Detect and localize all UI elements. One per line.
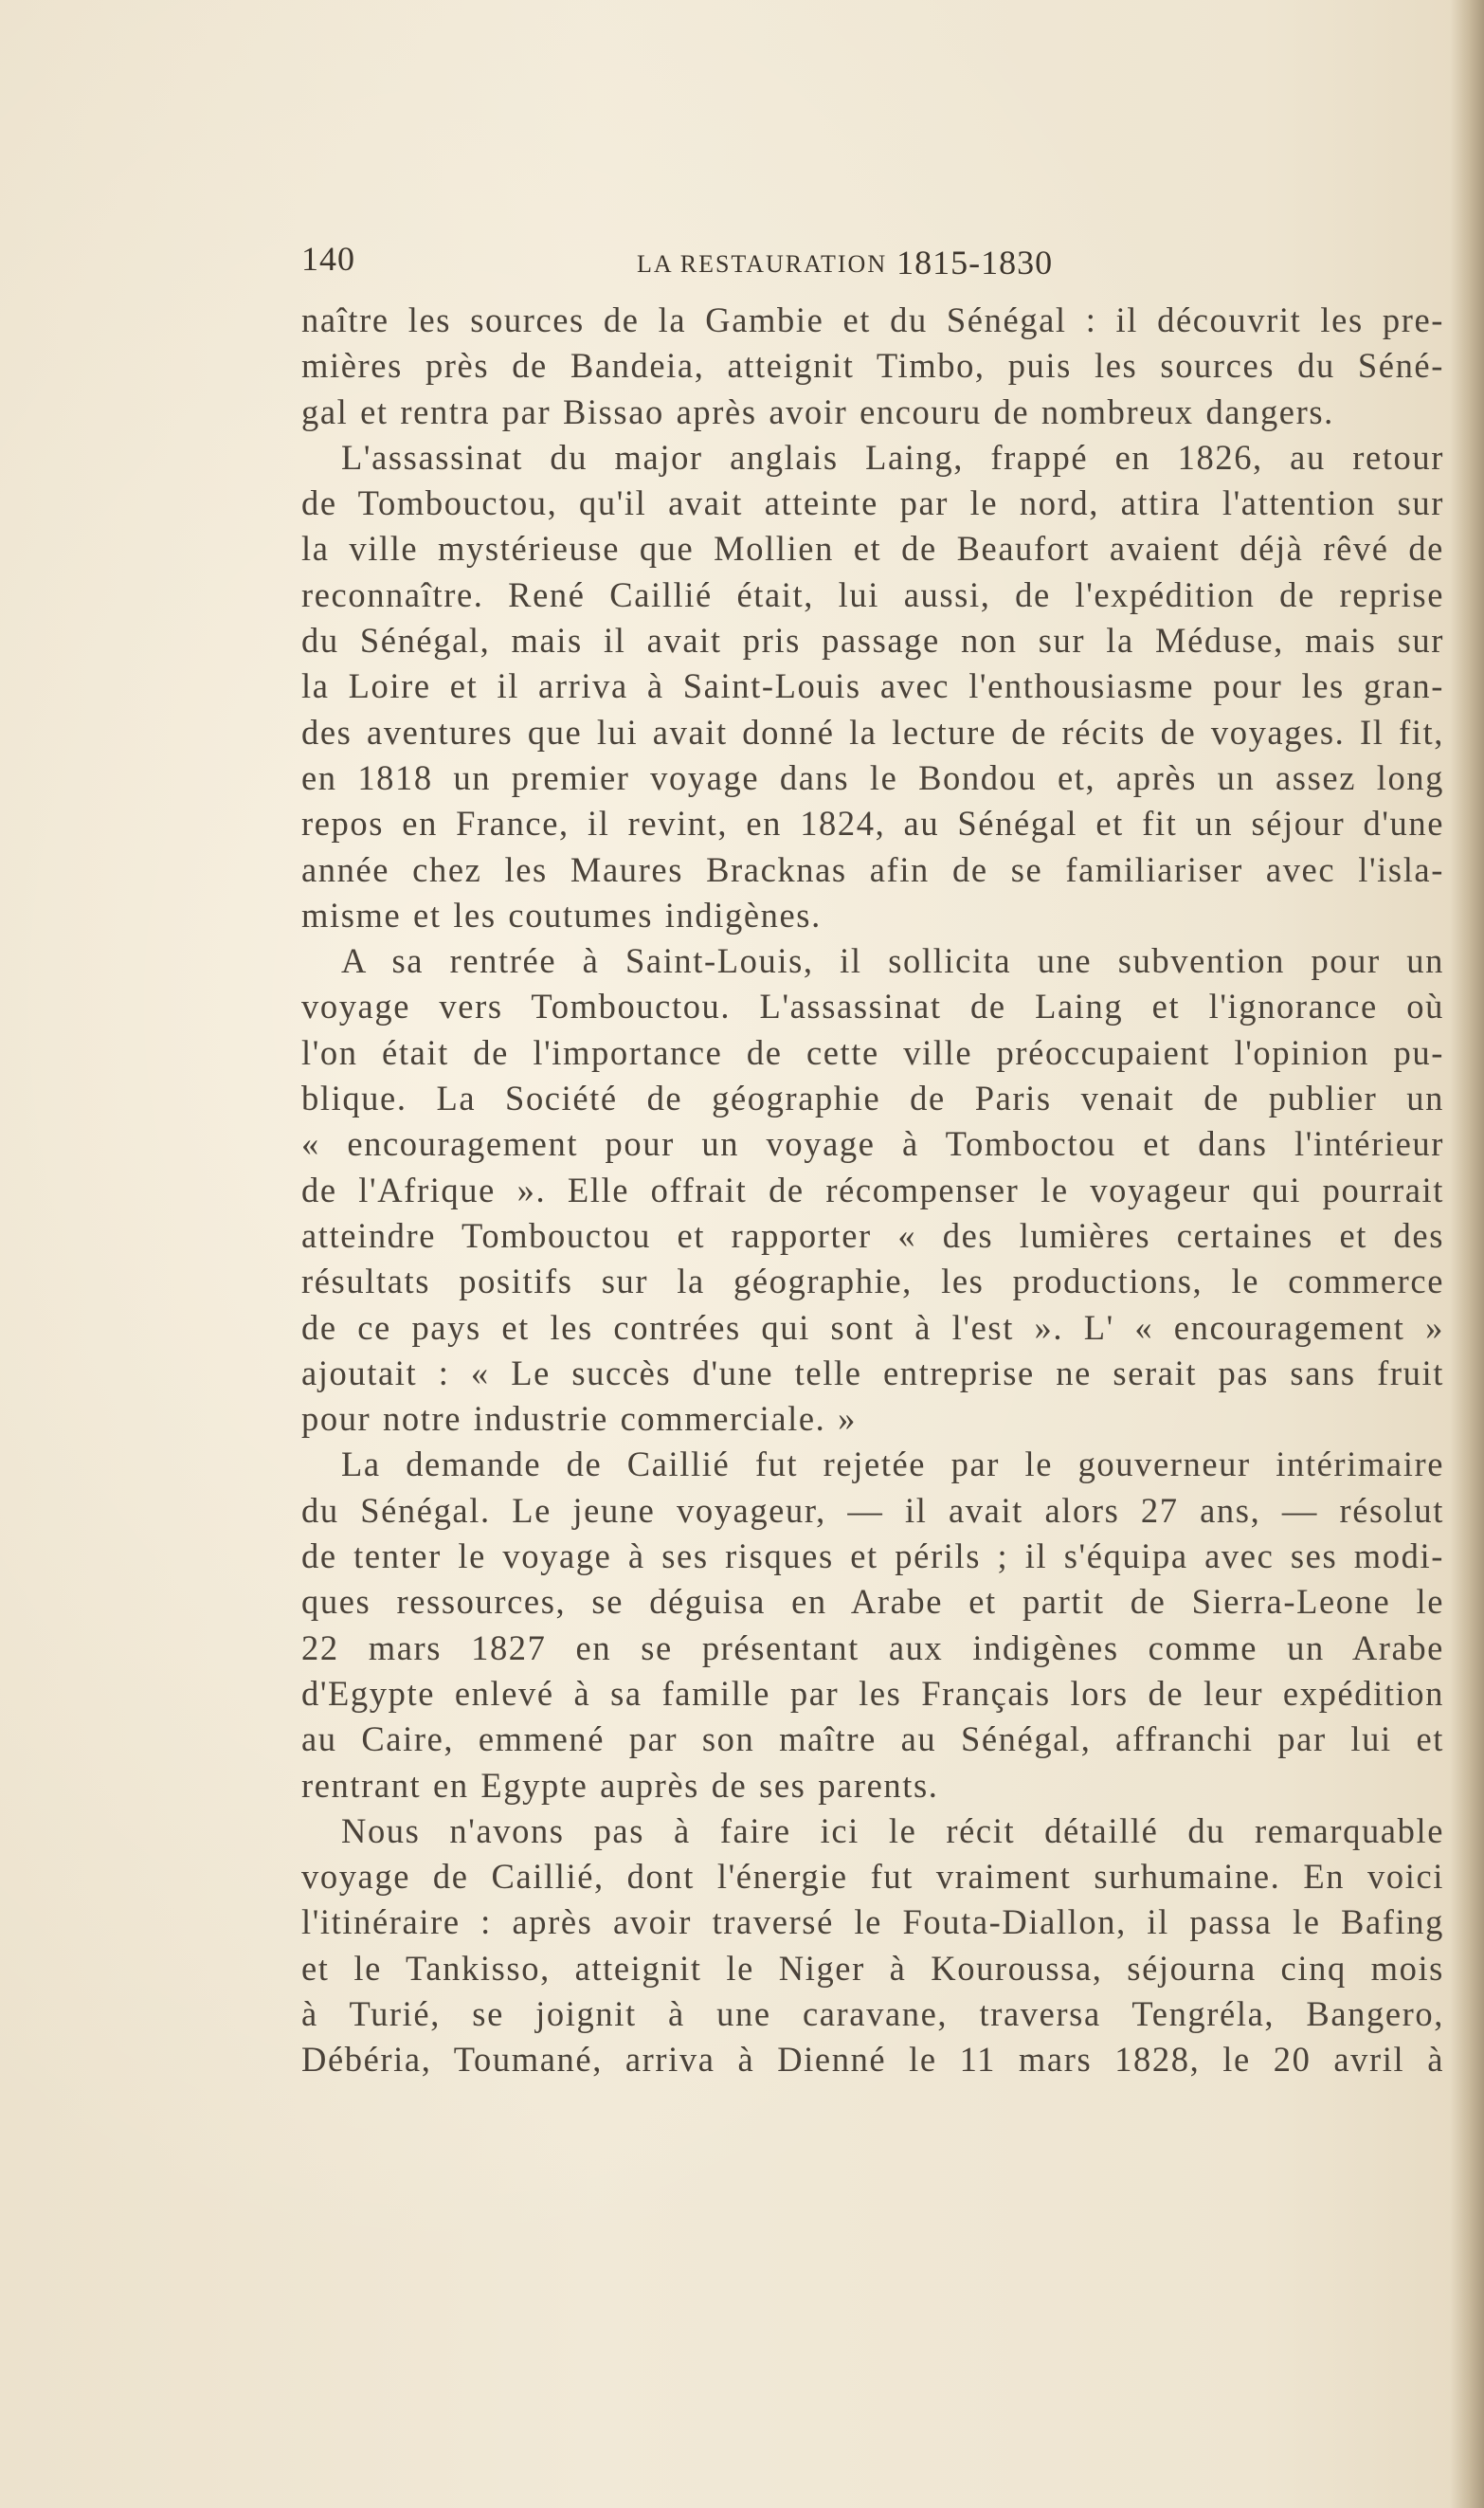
text-line: misme et les coutumes indigènes. (301, 895, 822, 935)
running-title (637, 241, 1053, 281)
text-line: ajoutait : « Le succès d'une telle entreprise ne serait pas sans fruit (301, 1353, 1444, 1392)
text-line: A sa rentrée à Saint-Louis, il sollicita une subvention pour un (341, 941, 1444, 981)
text-line: d'Egypte enlevé à sa famille par les Français lors de leur expédition (301, 1673, 1444, 1713)
text-line: de Tombouctou, qu'il avait atteinte par le nord, attira l'attention sur (301, 483, 1444, 523)
text-line: la ville mystérieuse que Mollien et de Beaufort avaient déjà rêvé de (301, 529, 1444, 569)
text-line: et le Tankisso, atteignit le Niger à Kouroussa, séjourna cinq mois (301, 1948, 1444, 1988)
page-number: 140 (301, 240, 355, 278)
text-line: Débéria, Toumané, arriva à Dienné le 11 mars 1828, le 20 avril à (301, 2040, 1444, 2080)
text-line: ques ressources, se déguisa en Arabe et partit de Sierra-Leone le (301, 1582, 1444, 1622)
page-edge-shadow (1450, 0, 1484, 2508)
text-line: voyage de Caillié, dont l'énergie fut vraiment surhumaine. En voici (301, 1857, 1444, 1897)
text-line: gal et rentra par Bissao après avoir encouru de nombreux dangers. (301, 391, 1334, 431)
text-line: en 1818 un premier voyage dans le Bondou et, après un assez long (301, 757, 1444, 797)
text-line: l'itinéraire : après avoir traversé le Fouta-Diallon, il passa le Bafing (301, 1902, 1444, 1942)
text-line: La demande de Caillié fut rejetée par le gouverneur intérimaire (341, 1445, 1444, 1484)
text-line: mières près de Bandeia, atteignit Timbo, puis les sources du Séné- (301, 346, 1444, 386)
text-line: résultats positifs sur la géographie, les productions, le commerce (301, 1262, 1444, 1301)
text-line: année chez les Maures Bracknas afin de se familiariser avec l'isla- (301, 849, 1444, 889)
text-line: voyage vers Tombouctou. L'assassinat de Laing et l'ignorance où (301, 987, 1444, 1027)
text-line: L'assassinat du major anglais Laing, frappé en 1826, au retour (341, 437, 1444, 477)
text-line: du Sénégal. Le jeune voyageur, — il avait alors 27 ans, — résolut (301, 1490, 1444, 1530)
text-line: de tenter le voyage à ses risques et périls ; il s'équipa avec ses modi- (301, 1536, 1444, 1576)
text-line: Nous n'avons pas à faire ici le récit détaillé du remarquable (341, 1810, 1444, 1850)
text-line: blique. La Société de géographie de Paris venait de publier un (301, 1079, 1444, 1118)
running-title-text: LA RESTAURATION (637, 250, 888, 278)
text-line: repos en France, il revint, en 1824, au Sénégal et fit un séjour d'une (301, 804, 1444, 844)
text-line: la Loire et il arriva à Saint-Louis avec l'enthousiasme pour les gran- (301, 666, 1444, 706)
text-line: de l'Afrique ». Elle offrait de récompenser le voyageur qui pourrait (301, 1170, 1444, 1209)
text-line: du Sénégal, mais il avait pris passage non sur la Méduse, mais sur (301, 621, 1444, 661)
text-line: naître les sources de la Gambie et du Sénégal : il découvrit les pre- (301, 300, 1444, 339)
running-title-years: 1815-1830 (896, 244, 1054, 282)
text-line: au Caire, emmené par son maître au Sénégal, affranchi par lui et (301, 1719, 1444, 1759)
text-line: de ce pays et les contrées qui sont à l'est ». L' « encouragement » (301, 1307, 1444, 1347)
page-header (301, 239, 1118, 281)
text-line: pour notre industrie commerciale. » (301, 1399, 857, 1439)
text-line: des aventures que lui avait donné la lecture de récits de voyages. Il fit, (301, 712, 1444, 752)
text-line: atteindre Tombouctou et rapporter « des lumières certaines et des (301, 1215, 1444, 1255)
text-line: reconnaître. René Caillié était, lui aussi, de l'expédition de reprise (301, 574, 1444, 614)
text-line: à Turié, se joignit à une caravane, traversa Tengréla, Bangero, (301, 1993, 1444, 2033)
text-line: l'on était de l'importance de cette ville préoccupaient l'opinion pu- (301, 1032, 1444, 1072)
body-text (301, 298, 1444, 2083)
text-line: « encouragement pour un voyage à Tomboctou et dans l'intérieur (301, 1124, 1444, 1164)
text-line: rentrant en Egypte auprès de ses parents. (301, 1765, 939, 1805)
text-line: 22 mars 1827 en se présentant aux indigènes comme un Arabe (301, 1627, 1444, 1667)
